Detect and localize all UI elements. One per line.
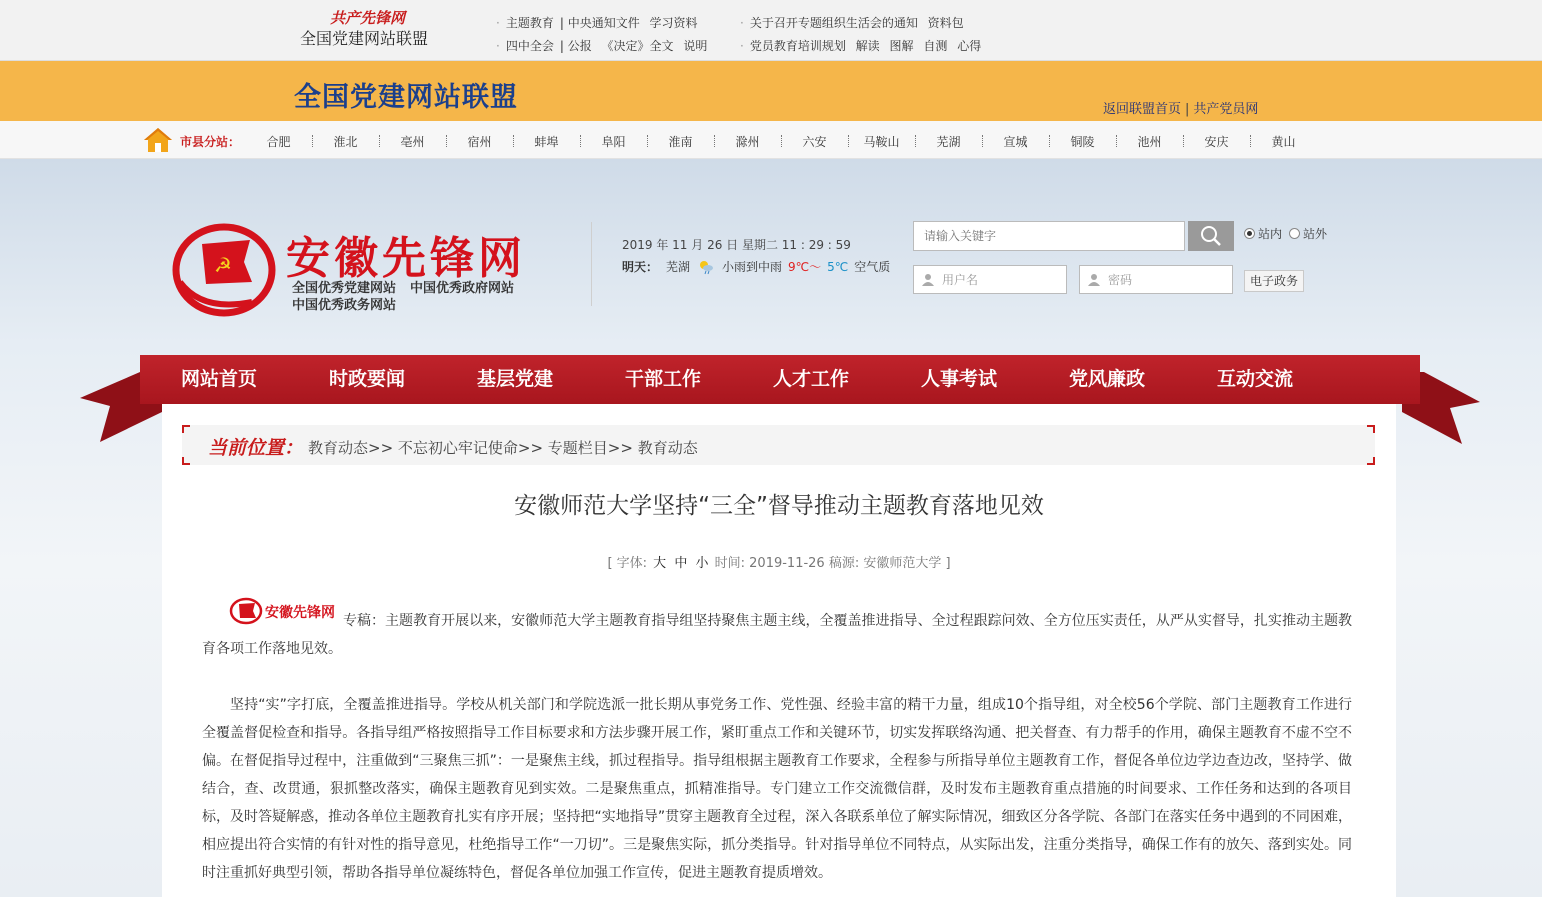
font-large-button[interactable]: 大 bbox=[653, 556, 667, 571]
city-link[interactable]: 宣城 bbox=[982, 133, 1049, 150]
link-material-pack[interactable]: 资料包 bbox=[927, 16, 964, 30]
air-quality[interactable]: 空气质 bbox=[854, 260, 891, 274]
search-button[interactable] bbox=[1188, 221, 1234, 251]
city-link[interactable]: 亳州 bbox=[379, 133, 446, 150]
nav-item[interactable]: 时政要闻 bbox=[329, 368, 406, 390]
link-graphic[interactable]: 图解 bbox=[889, 39, 914, 53]
link-central-docs[interactable]: 中央通知文件 bbox=[567, 16, 640, 30]
main-nav bbox=[140, 355, 1420, 404]
city-link[interactable]: 六安 bbox=[781, 133, 848, 150]
nav-item[interactable]: 人才工作 bbox=[773, 368, 850, 390]
nav-item[interactable]: 互动交流 bbox=[1217, 368, 1294, 390]
banner-title: 全国党建网站联盟 bbox=[294, 82, 518, 113]
scope-in-radio[interactable] bbox=[1244, 225, 1282, 242]
bullet-icon: · bbox=[740, 39, 744, 53]
city-bar bbox=[0, 121, 1542, 159]
weather-city: 芜湖 bbox=[666, 260, 691, 274]
password-field[interactable] bbox=[1079, 265, 1233, 294]
breadcrumb-path[interactable]: 教育动态>> 不忘初心牢记使命>> 专题栏目>> 教育动态 bbox=[308, 439, 698, 457]
bullet-icon: · bbox=[496, 39, 500, 53]
article-title: 安徽师范大学坚持“三全”督导推动主题教育落地见效 bbox=[514, 493, 1044, 519]
site-sub-3: 中国优秀政务网站 bbox=[292, 298, 397, 313]
city-link[interactable]: 蚌埠 bbox=[513, 133, 580, 150]
weather-desc: 小雨到中雨 bbox=[722, 260, 783, 274]
corner-decoration bbox=[182, 457, 190, 465]
site-logo-emblem[interactable] bbox=[172, 222, 280, 318]
city-link[interactable]: 阜阳 bbox=[580, 133, 647, 150]
nav-item[interactable]: 网站首页 bbox=[181, 368, 258, 390]
weather-widget bbox=[622, 258, 890, 275]
return-alliance-link[interactable]: 返回联盟首页 bbox=[1103, 102, 1182, 117]
user-icon bbox=[1088, 273, 1100, 286]
city-link[interactable]: 铜陵 bbox=[1049, 133, 1116, 150]
search-input[interactable] bbox=[913, 221, 1185, 251]
alliance-banner bbox=[0, 61, 1542, 121]
link-fourth-plenum[interactable]: 四中全会 bbox=[505, 39, 554, 53]
bullet-icon: · bbox=[740, 16, 744, 30]
article-paragraph-2: 坚持“实”字打底，全覆盖推进指导。学校从机关部门和学院选派一批长期从事党务工作、党性强、经验丰富的精干力量，组成10个指导组，对全校56个学院、部门主题教育工作进行全覆盖督促检查和指导。各指导组严格按照指导工作目标要求和方法步骤开展工作，紧盯重点工作和关键环节，切实发挥联络沟通、把关督查、有力帮手的作用，确保主题教育不虚不空不偏。在督促指导过程中，注重做到“三聚焦三抓”：一是聚焦主线，抓过程指导。指导组根据主题教育工作要求，全程参与所指导单位主题教育工作，督促各单位边学边查边改，坚持学、做结合，查、改贯通，狠抓整改落实，确保主题教育见到实效。二是聚焦重点，抓精准指导。专门建立工作交流微信群，及时发布主题教育重点措施的时间要求、工作任务和达到的各项目标，及时答疑解惑，推动各单位主题教育扎实有序开展；坚持把“实地指导”贯穿主题教育全过程，深入各联系单位了解实际情况，细致区分各学院、各部门在落实任务中遇到的不同困难，相应提出符合实情的有针对性的指导意见，杜绝指导工作“一刀切”。三是聚焦实际，抓分类指导。针对指导单位不同特点，从实际出发，注重分类指导，确保工作有的放矢、落到实处。同时注重抓好典型引领，帮助各指导单位凝练特色，督促各单位加强工作宣传，促进主题教育提质增效。 bbox=[202, 697, 1352, 881]
city-link[interactable]: 宿州 bbox=[446, 133, 513, 150]
site-sub-1: 全国优秀党建网站 bbox=[292, 281, 397, 296]
alliance-links-col2 bbox=[740, 12, 987, 58]
link-interpretation[interactable]: 解读 bbox=[855, 39, 880, 53]
search-icon bbox=[1200, 225, 1222, 247]
alliance-logo-script: 共产先锋网 bbox=[330, 9, 406, 27]
header-divider bbox=[591, 222, 592, 306]
site-title: 安徽先锋网 bbox=[286, 233, 526, 284]
weather-label: 明天： bbox=[622, 260, 659, 274]
city-link[interactable]: 池州 bbox=[1116, 133, 1183, 150]
alliance-top-bar bbox=[0, 0, 1542, 61]
link-theme-education[interactable]: 主题教育 bbox=[505, 16, 554, 30]
alliance-logo-name: 全国党建网站联盟 bbox=[300, 29, 429, 48]
username-placeholder: 用户名 bbox=[942, 273, 979, 287]
font-medium-button[interactable]: 中 bbox=[674, 556, 688, 571]
corner-decoration bbox=[1367, 425, 1375, 433]
alliance-logo[interactable] bbox=[300, 8, 460, 50]
party-member-net-link[interactable]: 共产党员网 bbox=[1193, 102, 1259, 117]
link-study-materials[interactable]: 学习资料 bbox=[649, 16, 698, 30]
city-link[interactable]: 滁州 bbox=[714, 133, 781, 150]
link-decision-full-text[interactable]: 《决定》全文 bbox=[601, 39, 674, 53]
radio-checked-icon bbox=[1244, 228, 1255, 239]
scope-out-label: 站外 bbox=[1303, 227, 1328, 241]
city-link[interactable]: 淮南 bbox=[647, 133, 714, 150]
city-bar-label: 市县分站： bbox=[180, 135, 241, 149]
breadcrumb-label: 当前位置： bbox=[208, 437, 304, 459]
breadcrumb bbox=[182, 425, 1375, 465]
banner-links: 返回联盟首页 | 共产党员网 bbox=[1103, 102, 1259, 117]
corner-decoration bbox=[1367, 457, 1375, 465]
svg-text:☭: ☭ bbox=[214, 253, 232, 277]
nav-item[interactable]: 人事考试 bbox=[921, 368, 998, 390]
scope-out-radio[interactable] bbox=[1289, 225, 1327, 242]
scope-in-label: 站内 bbox=[1258, 227, 1283, 241]
rain-icon bbox=[698, 259, 714, 275]
city-link[interactable]: 合肥 bbox=[266, 135, 291, 149]
city-link[interactable]: 安庆 bbox=[1183, 133, 1250, 150]
site-sub-2: 中国优秀政府网站 bbox=[410, 281, 515, 296]
link-training-plan[interactable]: 党员教育培训规划 bbox=[749, 39, 846, 53]
link-meeting-notice[interactable]: 关于召开专题组织生活会的通知 bbox=[749, 16, 918, 30]
password-placeholder: 密码 bbox=[1108, 273, 1133, 287]
link-communique[interactable]: 公报 bbox=[567, 39, 592, 53]
link-explanation[interactable]: 说明 bbox=[683, 39, 708, 53]
link-self-test[interactable]: 自测 bbox=[923, 39, 948, 53]
city-link[interactable]: 马鞍山 bbox=[848, 133, 915, 150]
home-icon bbox=[143, 127, 173, 153]
link-experience[interactable]: 心得 bbox=[957, 39, 982, 53]
temp-low: 5℃ bbox=[827, 259, 849, 274]
bullet-icon: · bbox=[496, 16, 500, 30]
meta-time-source: 时间: 2019-11-26 稿源: 安徽师范大学 ] bbox=[714, 556, 951, 571]
corner-decoration bbox=[182, 425, 190, 433]
radio-unchecked-icon bbox=[1289, 228, 1300, 239]
inline-logo-text: 安徽先锋网 bbox=[265, 605, 335, 621]
article-meta bbox=[162, 552, 1396, 571]
username-field[interactable] bbox=[913, 265, 1067, 294]
city-link[interactable]: 淮北 bbox=[312, 133, 379, 150]
city-list bbox=[245, 133, 1317, 150]
nav-item[interactable]: 党风廉政 bbox=[1069, 368, 1146, 390]
user-icon bbox=[922, 273, 934, 286]
egov-button[interactable]: 电子政务 bbox=[1244, 270, 1304, 292]
current-date: 2019 年 11 月 26 日 星期二 11 : 29 : 59 bbox=[622, 238, 851, 252]
city-link[interactable]: 芜湖 bbox=[915, 133, 982, 150]
temp-high: 9℃～ bbox=[788, 260, 822, 274]
city-link[interactable]: 黄山 bbox=[1250, 133, 1317, 150]
font-small-button[interactable]: 小 bbox=[695, 556, 709, 571]
meta-open: [ 字体: bbox=[607, 556, 648, 571]
alliance-links-col1: · 主题教育 | 中央通知文件 学习资料 · 四中全会 | 公报 《决定》全文 说明 bbox=[496, 16, 708, 53]
nav-item[interactable]: 基层党建 bbox=[477, 368, 554, 390]
nav-item[interactable]: 干部工作 bbox=[625, 368, 702, 390]
site-subtitles bbox=[292, 280, 528, 314]
article-paragraph-1: 专稿：主题教育开展以来，安徽师范大学主题教育指导组坚持聚焦主题主线，全覆盖推进指导、全过程跟踪问效、全方位压实责任，从严从实督导，扎实推动主题教育各项工作落地见效。 bbox=[202, 613, 1352, 657]
